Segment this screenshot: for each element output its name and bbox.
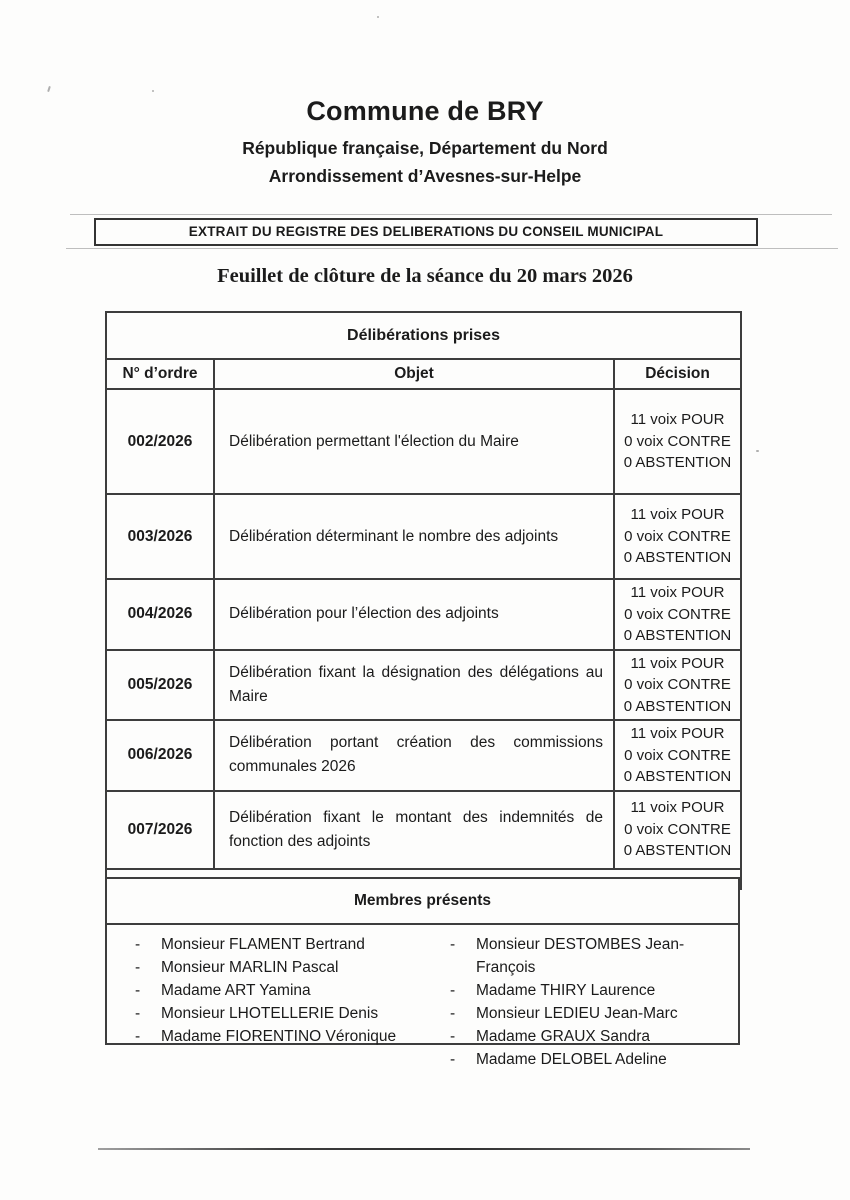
scan-speck [377,16,379,18]
member-name: Monsieur LEDIEU Jean-Marc [476,1005,678,1022]
member-name: Madame ART Yamina [161,982,311,999]
table-row [106,650,741,721]
list-item [135,979,450,1002]
list-item [450,1025,738,1048]
objet-cell: Délibération portant création des commissions communales 2026 [214,720,614,791]
table-caption-row [106,312,741,359]
decision-line: 0 ABSTENTION [623,454,732,472]
dash-bullet: - [135,1005,141,1022]
list-item [135,1025,450,1048]
membres-list [107,925,738,1071]
decision-line: 0 voix CONTRE [624,605,731,623]
list-item [135,956,450,979]
decision-cell [614,389,741,494]
decision-line: 11 voix POUR [630,411,725,429]
ordre-cell: 003/2026 [106,494,214,579]
table-row [106,720,741,791]
table-row [106,579,741,650]
membres-caption: Membres présents [107,879,738,925]
dash-bullet: - [450,1028,456,1045]
decision-cell [614,720,741,791]
decision-line: 0 voix CONTRE [624,432,731,450]
column-header-objet: Objet [214,359,614,389]
decision-cell [614,494,741,579]
decision-line: 0 ABSTENTION [623,697,732,715]
list-item [450,1002,738,1025]
decision-line: 0 voix CONTRE [624,527,731,545]
commune-title: Commune de BRY [306,96,544,126]
decision-line: 11 voix POUR [630,725,725,742]
list-item [450,1048,738,1071]
decision-line: 0 ABSTENTION [623,768,732,785]
ordre-cell: 006/2026 [106,720,214,791]
bottom-horizontal-rule [98,1148,750,1150]
table-row [106,494,741,579]
decision-cell [614,579,741,650]
dash-bullet: - [450,1005,456,1022]
decision-line: 0 ABSTENTION [623,842,732,860]
objet-cell: Délibération fixant le montant des indemnités de fonction des adjoints [214,791,614,869]
column-header-ordre: N° d’ordre [106,359,214,389]
member-name: Madame THIRY Laurence [476,982,656,999]
scan-ghost-line [70,214,832,215]
objet-cell: Délibération déterminant le nombre des adjoints [214,494,614,579]
member-name: Monsieur MARLIN Pascal [161,959,339,976]
decision-cell [614,650,741,721]
member-name: Monsieur LHOTELLERIE Denis [161,1005,379,1022]
dash-bullet: - [450,982,456,999]
membres-column-left [135,933,450,1071]
ordre-cell: 007/2026 [106,791,214,869]
objet-cell: Délibération permettant l'élection du Maire [214,389,614,494]
list-item [135,933,450,956]
decision-line: 11 voix POUR [630,799,725,817]
list-item [135,1002,450,1025]
table-row [106,791,741,869]
scan-speck [756,450,759,452]
table-row [106,389,741,494]
member-name: Monsieur FLAMENT Bertrand [161,936,365,953]
decision-line: 0 voix CONTRE [624,820,731,838]
decision-cell [614,791,741,869]
ordre-cell: 005/2026 [106,650,214,721]
dash-bullet: - [450,936,456,953]
republique-subtitle: République française, Département du Nord [242,138,608,158]
objet-cell: Délibération fixant la désignation des délégations au Maire [214,650,614,721]
arrondissement-subtitle: Arrondissement d’Avesnes-sur-Helpe [268,166,582,186]
table-header-row [106,359,741,389]
dash-bullet: - [450,1051,456,1068]
scan-speck [152,90,154,92]
session-title: Feuillet de clôture de la séance du 20 mars 2026 [217,265,633,287]
membres-presents-section [105,877,740,1068]
decision-line: 11 voix POUR [630,506,725,524]
membres-column-right [450,933,738,1071]
table-caption: Délibérations prises [106,312,741,359]
list-item [450,933,738,979]
member-name: Monsieur DESTOMBES Jean-François [476,936,685,976]
decision-line: 0 ABSTENTION [623,627,732,644]
scan-speck [47,86,51,92]
member-name: Madame FIORENTINO Véronique [161,1028,397,1045]
dash-bullet: - [135,982,141,999]
column-header-decision: Décision [614,359,741,389]
member-name: Madame GRAUX Sandra [476,1028,651,1045]
deliberations-table [105,311,742,890]
decision-line: 11 voix POUR [630,584,725,601]
scan-ghost-line [66,248,838,249]
dash-bullet: - [135,1028,141,1045]
ordre-cell: 004/2026 [106,579,214,650]
dash-bullet: - [135,959,141,976]
member-name: Madame DELOBEL Adeline [476,1051,667,1068]
registre-banner: EXTRAIT DU REGISTRE DES DELIBERATIONS DU CONSEIL MUNICIPAL [94,218,758,246]
dash-bullet: - [135,936,141,953]
list-item [450,979,738,1002]
objet-cell: Délibération pour l’élection des adjoints [214,579,614,650]
decision-line: 11 voix POUR [630,654,725,672]
decision-line: 0 voix CONTRE [624,676,731,693]
decision-line: 0 voix CONTRE [624,746,731,764]
decision-line: 0 ABSTENTION [623,549,732,567]
ordre-cell: 002/2026 [106,389,214,494]
